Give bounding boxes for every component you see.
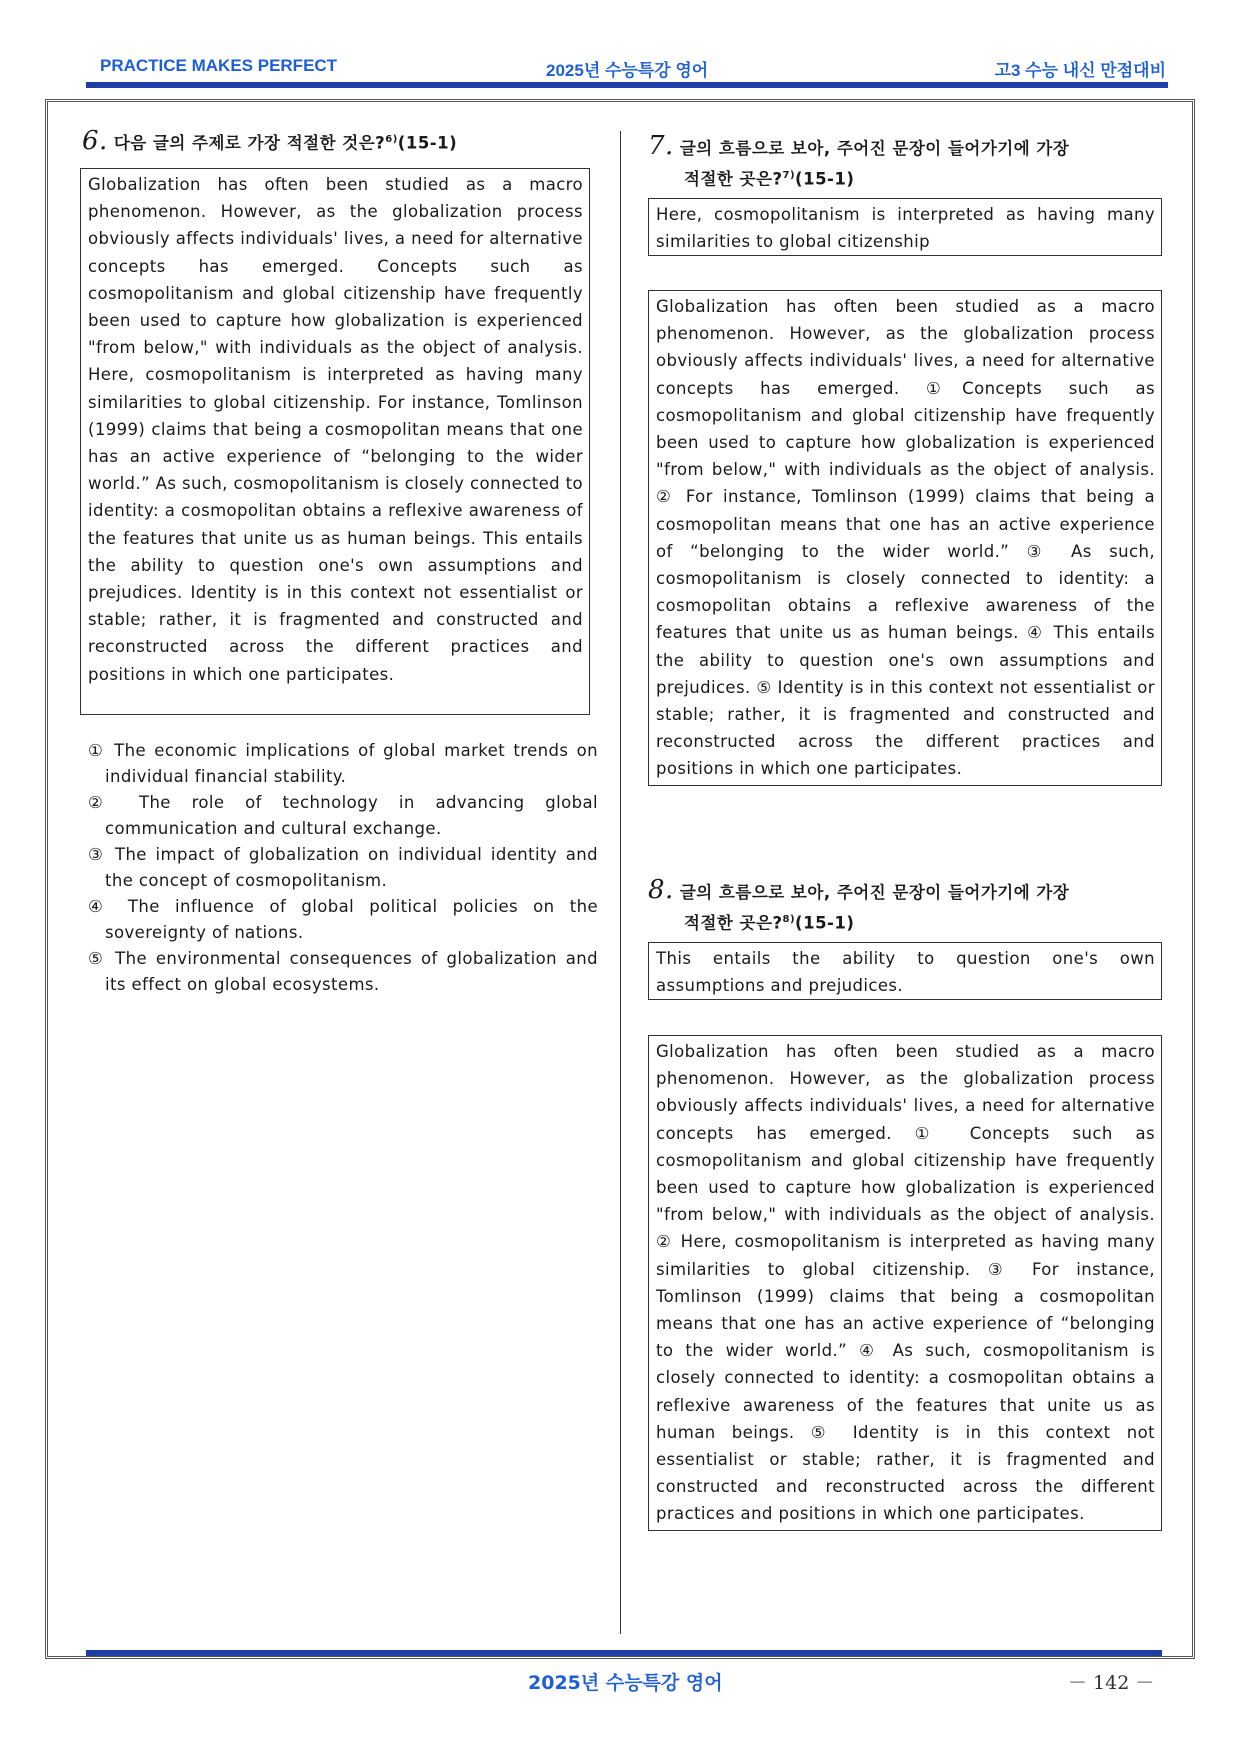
column-divider — [620, 131, 621, 1634]
q8-prompt-line2: 적절한 곳은? — [684, 913, 783, 933]
q6-choice-3[interactable]: ③ The impact of globalization on individual identity and the concept of cosmopolitanism. — [88, 845, 598, 890]
q6-choice-2[interactable]: ② The role of technology in advancing global communication and cultural exchange. — [88, 793, 598, 838]
q7-number: 7. — [648, 131, 674, 161]
q6-choice-5[interactable]: ⑤ The environmental consequences of globalization and its effect on global ecosystems. — [88, 949, 598, 994]
q8-passage: Globalization has often been studied as a macro phenomenon. However, as the globalization process obviously affects individuals' lives, a need for alternative concepts has emerged. ① Concepts such as cosmopolitanism and global citizenship have frequently been used to capture how globalization is experienced "from below," with individuals as the object of analysis. ② Here, cosmopolitanism is interpreted as having many similarities to global citizenship. ③ For instance, Tomlinson (1999) claims that being a cosmopolitan means that one has an active experience of “belonging to the wider world.” ④ As such, cosmopolitanism is closely connected to identity: a cosmopolitan obtains a reflexive awareness of the features that unite us as human beings. ⑤ Identity is in this context not essentialist or stable; rather, it is fragmented and constructed and reconstructed across the different practices and positions in which one participates. — [648, 1035, 1162, 1531]
q6-footnote: 6) — [385, 134, 398, 145]
q8-footnote: 8) — [782, 914, 796, 925]
q6-choices — [88, 738, 598, 998]
q6-source: (15-1) — [397, 133, 458, 153]
q8-heading — [648, 877, 1168, 937]
q6-prompt: 다음 글의 주제로 가장 적절한 것은? — [113, 133, 386, 153]
q8-prompt-line1: 글의 흐름으로 보아, 주어진 문장이 들어가기에 가장 — [679, 883, 1070, 902]
q6-choice-1[interactable]: ① The economic implications of global market trends on individual financial stability. — [88, 741, 598, 786]
q6-heading — [82, 126, 602, 157]
footer-title: 2025년 수능특강 영어 — [528, 1672, 723, 1694]
q7-footnote: 7) — [782, 170, 796, 181]
q6-passage: Globalization has often been studied as a macro phenomenon. However, as the globalization process obviously affects individuals' lives, a need for alternative concepts has emerged. Concepts such as cosmopolitanism and global citizenship have frequently been used to capture how globalization is experienced "from below," with individuals as the object of analysis. Here, cosmopolitanism is interpreted as having many similarities to global citizenship. For instance, Tomlinson (1999) claims that being a cosmopolitan means that one has an active experience of “belonging to the wider world.” As such, cosmopolitanism is closely connected to identity: a cosmopolitan obtains a reflexive awareness of the features that unite us as human beings. This entails the ability to question one's own assumptions and prejudices. Identity is in this context not essentialist or stable; rather, it is fragmented and constructed and reconstructed across the different practices and positions in which one participates. — [80, 168, 590, 715]
q7-passage: Globalization has often been studied as a macro phenomenon. However, as the globalization process obviously affects individuals' lives, a need for alternative concepts has emerged. ①Concepts such as cosmopolitanism and global citizenship have frequently been used to capture how globalization is experienced "from below," with individuals as the object of analysis. ② For instance, Tomlinson (1999) claims that being a cosmopolitan means that one has an active experience of “belonging to the wider world.” ③ As such, cosmopolitanism is closely connected to identity: a cosmopolitan obtains a reflexive awareness of the features that unite us as human beings. ④ This entails the ability to question one's own assumptions and prejudices. ⑤ Identity is in this context not essentialist or stable; rather, it is fragmented and constructed and reconstructed across the different practices and positions in which one participates. — [648, 290, 1162, 786]
q7-given-sentence: Here, cosmopolitanism is interpreted as having many similarities to global citizenship — [648, 198, 1162, 256]
q7-prompt-line1: 글의 흐름으로 보아, 주어진 문장이 들어가기에 가장 — [679, 139, 1070, 158]
q8-given-sentence: This entails the ability to question one's own assumptions and prejudices. — [648, 942, 1162, 1000]
footer-rule — [86, 1650, 1162, 1656]
page-header — [86, 54, 1166, 82]
q8-source: (15-1) — [795, 913, 855, 933]
q6-choice-4[interactable]: ④ The influence of global political policies on the sovereignty of nations. — [88, 897, 598, 942]
page-number: － 142 － — [1068, 1672, 1155, 1694]
header-left: PRACTICE MAKES PERFECT — [100, 56, 338, 75]
q8-number: 8. — [648, 875, 674, 905]
header-rule — [86, 82, 1168, 88]
q7-prompt-line2: 적절한 곳은? — [684, 169, 783, 189]
q7-source: (15-1) — [795, 169, 855, 189]
header-center: 2025년 수능특강 영어 — [546, 61, 709, 80]
header-right: 고3 수능 내신 만점대비 — [994, 61, 1166, 80]
q7-heading — [648, 133, 1168, 193]
q6-number: 6. — [82, 125, 108, 156]
